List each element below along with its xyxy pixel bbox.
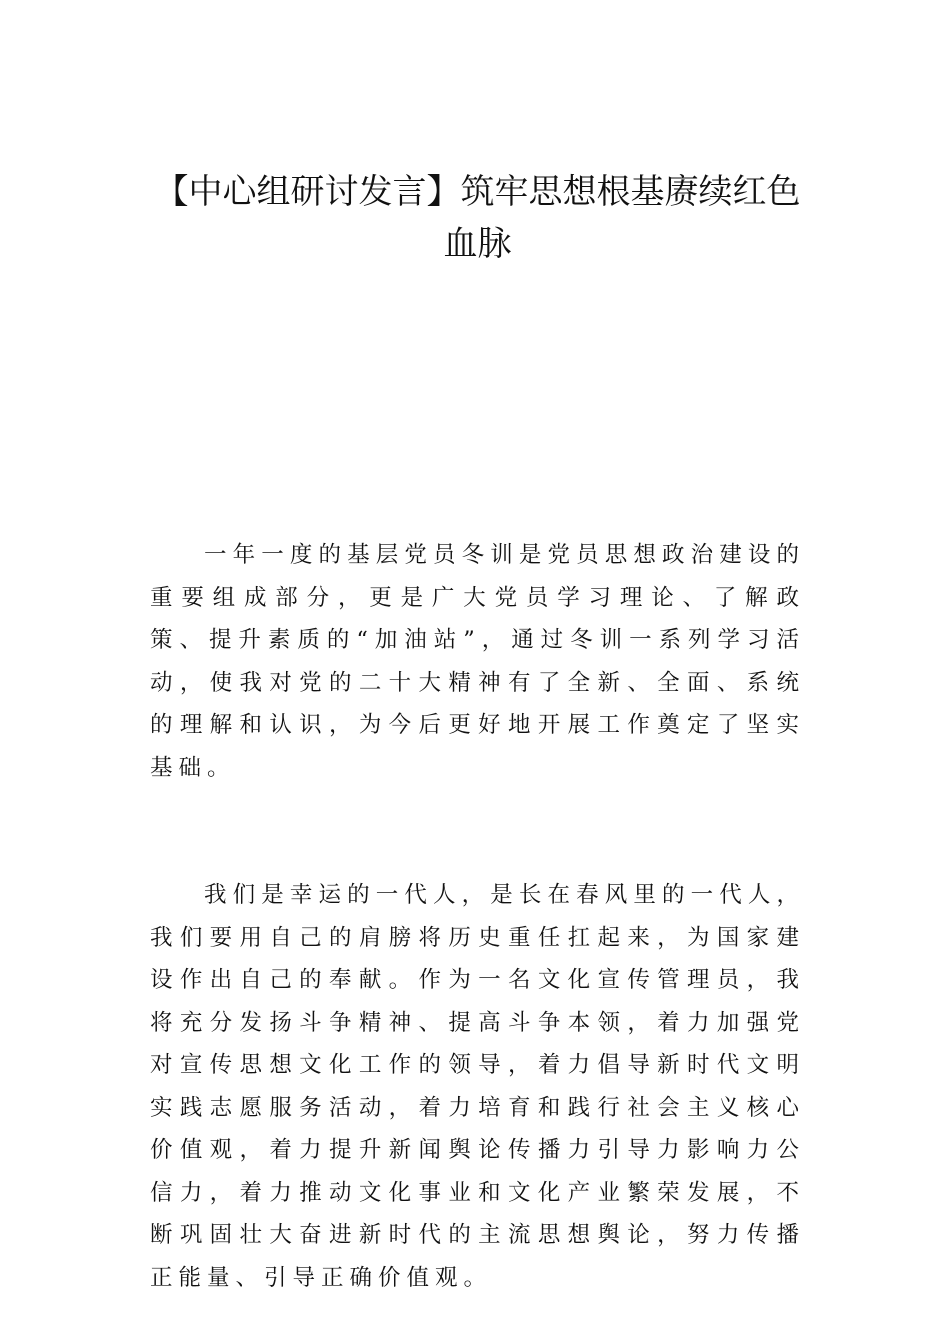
paragraph-2: 我们是幸运的一代人，是长在春风里的一代人，我们要用自己的肩膀将历史重任扛起来，为国家建设作出自己的奉献。作为一名文化宣传管理员，我将充分发扬斗争精神、提高斗争本领，着力加强党对宣传思想文化工作的领导，着力倡导新时代文明实践志愿服务活动，着力培育和践行社会主义核心价值观，着力提升新闻舆论传播力引导力影响力公信力，着力推动文化事业和文化产业繁荣发展，不断巩固壮大奋进新时代的主流思想舆论，努力传播正能量、引导正确价值观。 bbox=[150, 882, 805, 1291]
document-title: 【中心组研讨发言】筑牢思想根基赓续红色血脉 bbox=[154, 172, 801, 264]
paragraph-1: 一年一度的基层党员冬训是党员思想政治建设的重要组成部分，更是广大党员学习理论、了解政策、提升素质的“加油站”，通过冬训一系列学习活动，使我对党的二十大精神有了全新、全面、系统的理解和认识，为今后更好地开展工作奠定了坚实基础。 bbox=[150, 542, 805, 781]
